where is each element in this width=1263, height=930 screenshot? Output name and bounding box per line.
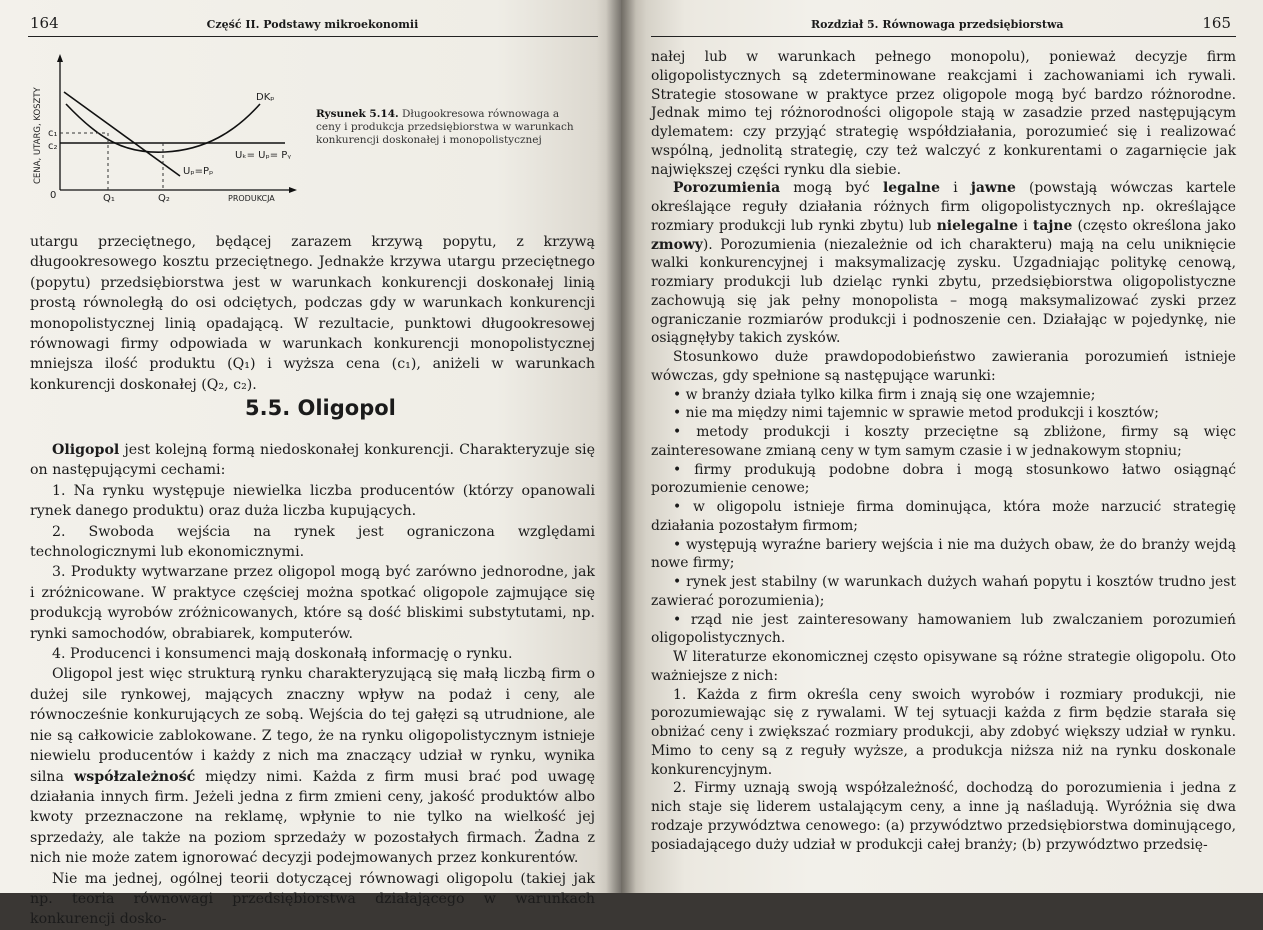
- feature-4: 4. Producenci i konsumenci mają doskonałą informację o rynku.: [52, 646, 513, 663]
- agree-text-6: ). Porozumienia (niezależnie od ich charakteru) mają na celu uniknięcie walki konkurencyjnej i maksymalizację zysku. Uzgadniając politykę cenową, rozmiary produkcji lub dzieląc rynki zbytu, przedsiębiorstwa oligopolistyczne zachowują się jak pełny monopolista – mogą maksymalizować zyski przez ograniczanie rozmiarów produkcji i podnoszenie cen. Działając w pojedynkę, nie osiągnęłyby takich zysków.: [651, 236, 1236, 347]
- agree-text-3: (powstają wówczas kartele określające reguły działania różnych firm oligopolistycznych np. określające rozmiary produkcji lub rynki zbytu) lub: [651, 180, 1236, 234]
- section-heading: 5.5. Oligopol: [245, 396, 396, 420]
- para-structure-bold: współzależność: [74, 768, 196, 785]
- para-structure-b: między nimi. Każda z firm musi brać pod uwagę działania innych firm. Jeżeli jedna z firm zmieni ceny, jakość produktów albo kwoty przeznaczone na reklamę, wpłynie to nie tylko na wielkość jej sprzedaży, ale także na poziom sprzedaży w pozostałych firmach. Żadna z nich nie może zatem ignorować decyzji podejmowanych przez konkurentów.: [30, 768, 595, 867]
- condition-1: • w branży działa tylko kilka firm i znają się one wzajemnie;: [673, 386, 1096, 403]
- agree-text-4: i: [1017, 217, 1033, 234]
- para-literature: W literaturze ekonomicznej często opisywane są różne strategie oligopolu. Oto ważniejsze z nich:: [651, 649, 1236, 684]
- para-theory: Nie ma jednej, ogólnej teorii dotyczącej równowagi oligopolu (takiej jak np. teoria równowagi przedsiębiorstwa działającego w warunkach konkurencji dosko-: [30, 870, 595, 928]
- agree-text-2: i: [940, 180, 971, 197]
- y-axis-arrow: [57, 54, 63, 62]
- figure-5-14: [30, 52, 300, 202]
- strategy-1: 1. Każda z firm określa ceny swoich wyrobów i rozmiary produkcji, nie porozumiewając się z rywalami. W tej sytuacji każda z firm będzie starała się obniżać ceny i zwiększać rozmiary produkcji, aby zdobyć większy udział w rynku. Mimo to ceny są z reguły wyższe, a produkcja niższa niż na rynku doskonale konkurencyjnym.: [651, 686, 1236, 778]
- uk-label: Uₖ= Uₚ= Pᵧ: [235, 150, 292, 161]
- condition-5: • w oligopolu istnieje firma dominująca, która może narzucić strategię działania pozostałym firmom;: [651, 499, 1236, 534]
- condition-6: • występują wyraźne bariery wejścia i nie ma dużych obaw, że do branży wejdą nowe firmy;: [651, 536, 1236, 572]
- para-agreements: [651, 179, 1236, 348]
- feature-3: 3. Produkty wytwarzane przez oligopol mogą być zarówno jednorodne, jak i zróżnicowane. W praktyce częściej można spotkać oligopole zajmujące się produkcją wyrobów zróżnicowanych, które są dość bliskimi substytutami, np. rynki samochodów, obrabiarek, komputerów.: [30, 564, 595, 642]
- feature-2: 2. Swoboda wejścia na rynek jest ograniczona względami technologicznymi lub ekonomicznymi.: [30, 523, 595, 561]
- x-axis-arrow: [289, 187, 297, 193]
- oligopol-rest: jest kolejną formą niedoskonałej konkurencji. Charakteryzuje się on następującymi cechami:: [30, 442, 595, 479]
- agree-text-5: (często określona jako: [1072, 217, 1237, 234]
- y-axis-label: CENA, UTARG, KOSZTY: [33, 87, 43, 184]
- left-header-rule: [28, 36, 598, 37]
- agree-bold-1: Porozumienia: [673, 180, 781, 197]
- q1-label: Q₁: [103, 193, 115, 204]
- right-page: [621, 0, 1263, 893]
- oligopol-bold: Oligopol: [52, 442, 120, 458]
- condition-4: • firmy produkują podobne dobra i mogą stosunkowo łatwo osiągnąć porozumienie cenowe;: [651, 461, 1236, 497]
- condition-8: • rząd nie jest zainteresowany hamowaniem lub zwalczaniem porozumień oligopolistycznych.: [651, 611, 1236, 647]
- caption-title: Rysunek 5.14.: [316, 108, 399, 120]
- book-gutter: [606, 0, 636, 893]
- condition-7: • rynek jest stabilny (w warunkach dużych wahań popytu i kosztów trudno jest zawierać porozumienia);: [651, 574, 1236, 609]
- right-header-rule: [651, 36, 1236, 37]
- para-probability: Stosunkowo duże prawdopodobieństwo zawierania porozumień istnieje wówczas, gdy spełnione są następujące warunki:: [651, 349, 1236, 384]
- right-header-title: Rozdział 5. Równowaga przedsiębiorstwa: [811, 18, 1064, 31]
- condition-2: • nie ma między nimi tajemnic w sprawie metod produkcji i kosztów;: [673, 405, 1159, 422]
- origin-label: 0: [50, 190, 57, 201]
- c2-label: c₂: [48, 141, 58, 152]
- left-page-number: 164: [30, 14, 59, 32]
- agree-bold-5: tajne: [1032, 217, 1073, 234]
- para-structure-a: Oligopol jest więc strukturą rynku charakteryzującą się małą liczbą firm o dużej sile rynkowej, mających znaczny wpływ na podaż i ceny, ale równocześnie konkurujących ze sobą. Wejścia do tej gałęzi są utrudnione, ale nie są całkowicie zablokowane. Z tego, że na rynku oligopolistycznym istnieje niewielu producentów i każdy z nich ma znaczący udział w rynku, wynika silna: [30, 666, 595, 785]
- up-pp-label: Uₚ=Pₚ: [183, 166, 214, 177]
- agree-bold-4: nielegalne: [936, 217, 1018, 234]
- right-running-header: [811, 14, 1231, 32]
- agree-bold-2: legalne: [882, 180, 940, 197]
- agree-bold-6: zmowy: [651, 236, 703, 253]
- para-structure: [30, 664, 595, 868]
- agree-text-1: mogą być: [780, 180, 883, 197]
- x-axis-label: PRODUKCJA: [228, 194, 275, 203]
- right-body: [651, 48, 1236, 854]
- agree-bold-3: jawne: [970, 180, 1016, 197]
- strategy-2: 2. Firmy uznają swoją współzależność, dochodzą do porozumienia i jedna z nich staje się liderem ustalającym ceny, a inne ją naśladują. Wyróżnia się dwa rodzaje przywództwa cenowego: (a) przywództwo przedsiębiorstwa dominującego, posiadającego duży udział w produkcji całej branży; (b) przywództwo przedsię-: [651, 780, 1236, 853]
- left-running-header: [30, 14, 595, 32]
- para-oligopol: [30, 440, 595, 481]
- para-intro: utargu przeciętnego, będącej zarazem krzywą popytu, z krzywą długookresowego kosztu przeciętnego. Jednakże krzywa utargu przeciętnego (popytu) przedsiębiorstwa jest w warunkach konkurencji doskonałej linią prostą równoległą do osi odciętych, podczas gdy w warunkach konkurencji monopolistycznej linią opadającą. W rezultacie, punktowi długookresowej równowagi firmy odpowiada w warunkach konkurencji monopolistycznej mniejsza ilość produktu (Q₁) i wyższa cena (c₁), aniżeli w warunkach konkurencji doskonałej (Q₂, c₂).: [30, 234, 595, 393]
- figure-caption: [316, 108, 586, 147]
- caption-text: Długookresowa równowaga a ceny i produkcja przedsiębiorstwa w warunkach konkurencji doskonałej i monopolistycznej: [316, 108, 574, 146]
- left-body-top: [30, 232, 595, 395]
- left-body-main: [30, 440, 595, 930]
- left-page: [0, 0, 621, 928]
- dk-label: DKₚ: [256, 92, 275, 103]
- right-page-number: 165: [1202, 14, 1231, 32]
- c1-label: c₁: [48, 128, 58, 139]
- left-header-title: Część II. Podstawy mikroekonomii: [206, 18, 419, 31]
- feature-1: 1. Na rynku występuje niewielka liczba producentów (którzy opanowali rynek danego produktu) oraz duża liczba kupujących.: [30, 482, 595, 520]
- condition-3: • metody produkcji i koszty przeciętne są zbliżone, firmy są więc zainteresowane zmianą ceny w tym samym czasie i w jednakowym stopniu;: [651, 424, 1236, 459]
- para-cont: nałej lub w warunkach pełnego monopolu), ponieważ decyzje firm oligopolistycznych są zdeterminowane reakcjami i zachowaniami ich rywali. Strategie stosowane w praktyce przez oligopole mogą być bardzo różnorodne. Jednak mimo tej różnorodności oligopole stają w zasadzie przed następującym dylematem: czy przyjąć strategię współdziałania, porozumieć się i realizować wspólną, jednolitą strategię, czy też walczyć z konkurentami o zagarnięcie jak największej części rynku dla siebie.: [651, 49, 1236, 178]
- q2-label: Q₂: [158, 193, 170, 204]
